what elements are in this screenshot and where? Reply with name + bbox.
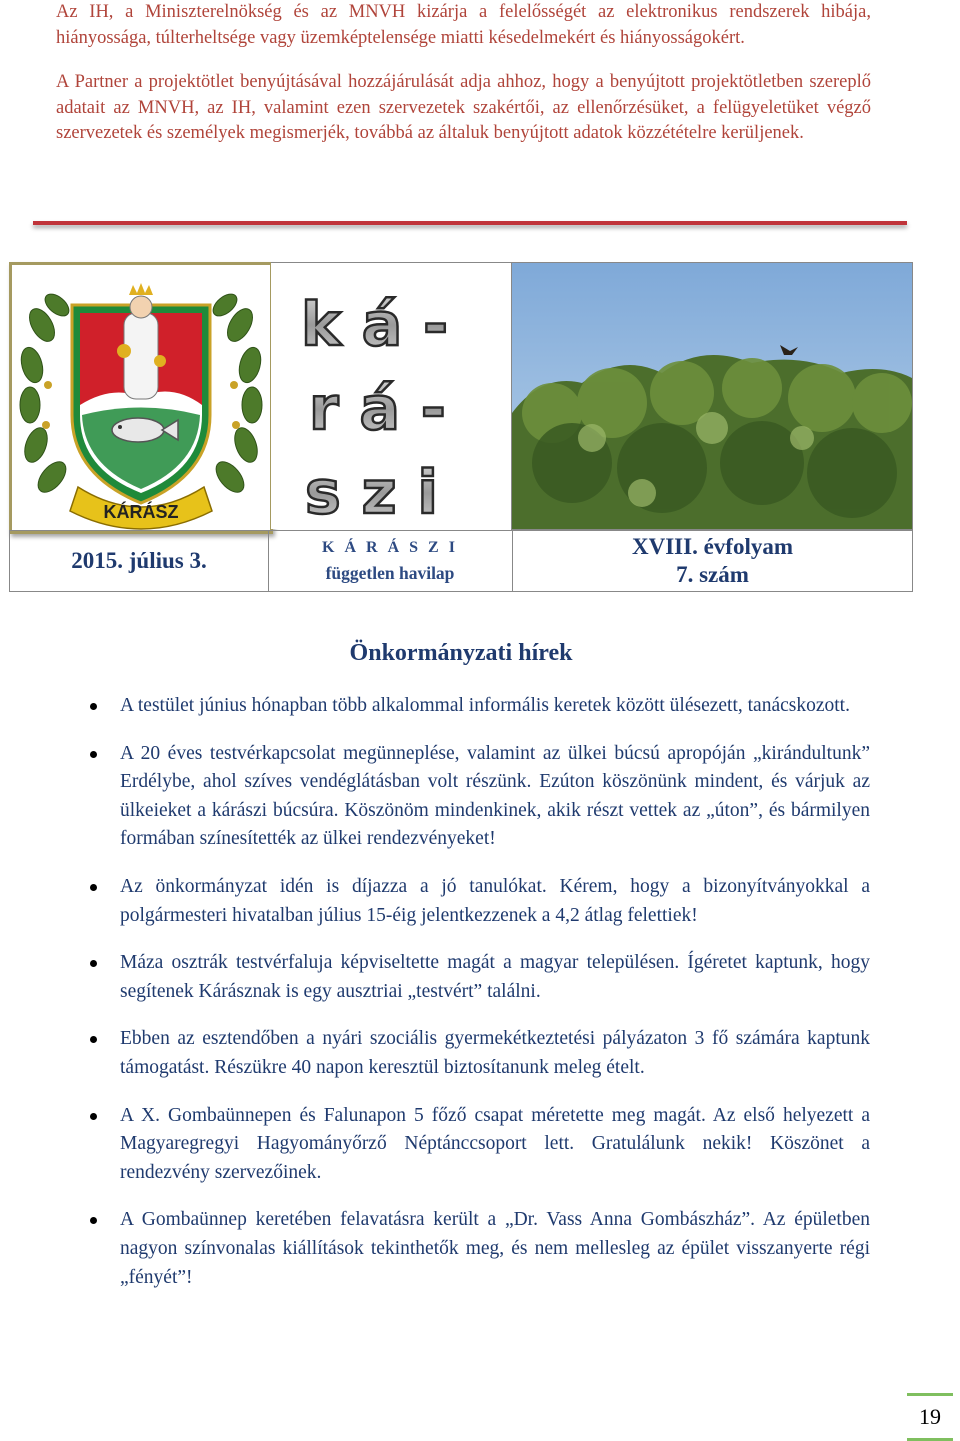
bullet-icon	[90, 1036, 97, 1043]
bullet-icon	[90, 1113, 97, 1120]
title-line-1: k á -	[301, 290, 449, 360]
paper-name: K Á R Á S Z I	[322, 538, 458, 556]
intro-paragraph-2: A Partner a projektötlet benyújtásával hozzájárulását adja ahhoz, hogy a benyújtott projektötletben szereplő adatait az MNVH, az IH, valamint ezen szervezetek szakértői, az ellenőrzésüket, a felügyeletüket végző szervezetek és személyek megismerjék, továbbá az általuk benyújtott adatok közzétételre kerüljenek.	[56, 72, 871, 143]
masthead-info-row	[9, 530, 913, 592]
masthead	[9, 262, 913, 592]
list-item: A 20 éves testvérkapcsolat megünneplése, valamint az ülkei búcsú apropóján „kirándultunk” Erdélybe, ahol szíves vendéglátásban volt részünk. Ezúton köszönünk mindent, és várjuk az ülkeieket a kárászi búcsúra. Köszönöm mindenkinek, akik részt vettek az „úton”, és bármilyen formában színesítették az ülkei rendezvényeket!	[90, 740, 870, 854]
bullet-icon	[90, 884, 97, 891]
bullet-icon	[90, 1217, 97, 1224]
bullet-icon	[90, 960, 97, 967]
crest-ribbon-label: KÁRÁSZ	[103, 502, 179, 522]
red-divider-rule	[33, 221, 907, 225]
title-line-2: r á -	[309, 374, 446, 444]
list-item: Ebben az esztendőben a nyári szociális gyermekétkeztetési pályázaton 3 fő számára kaptunk támogatást. Részükre 40 napon keresztül biztosítanunk meleg ételt.	[90, 1025, 870, 1082]
issue-number: 7. szám	[676, 562, 749, 587]
title-line-3: s z i	[305, 458, 438, 528]
list-item: A X. Gombaünnepen és Falunapon 5 főző csapat méretette meg magát. Az első helyezett a Magyaregregyi Hagyományőrző Néptánccsoport lett. Gratulálunk nekik! Köszönet a rendezvény szervezőinek.	[90, 1102, 870, 1188]
paper-tagline: független havilap	[325, 562, 455, 583]
volume-label: XVIII. évfolyam	[632, 534, 793, 559]
intro-text-block	[56, 0, 871, 166]
news-list	[90, 692, 870, 1311]
coat-of-arms-frame	[9, 262, 273, 534]
page-number: 19	[907, 1393, 953, 1441]
list-item: Máza osztrák testvérfaluja képviseltette magát a magyar településen. Ígéretet kaptunk, hogy segítenek Kárásznak is egy ausztriai „testvért” találni.	[90, 949, 870, 1006]
landscape-photo	[511, 262, 913, 530]
list-item: Az önkormányzat idén is díjazza a jó tanulókat. Kérem, hogy a bizonyítványokkal a polgármesteri hivatalban július 15-éig jelentkezzenek a 4,2 átlag felettiek!	[90, 873, 870, 930]
bullet-icon	[90, 751, 97, 758]
volume-cell	[513, 531, 912, 591]
coat-of-arms-image	[12, 265, 270, 531]
section-heading: Önkormányzati hírek	[349, 640, 573, 666]
bullet-icon	[90, 703, 97, 710]
list-item: A Gombaünnep keretében felavatásra került a „Dr. Vass Anna Gombászház”. Az épületben nagyon színvonalas kiállítások tekinthetők meg, és nem mellesleg az épület visszanyerte régi „fényét”!	[90, 1206, 870, 1292]
paper-title-art	[271, 262, 511, 529]
paper-name-cell	[268, 531, 513, 591]
issue-date-cell	[10, 531, 269, 591]
intro-paragraph-1: Az IH, a Miniszterelnökség és az MNVH kizárja a felelősségét az elektronikus rendszerek hibája, hiányossága, túlterheltsége vagy üzemképtelensége miatti késedelmekért és hiányosságokért.	[56, 2, 871, 48]
list-item: A testület június hónapban több alkalommal informális keretek között ülésezett, tanácskozott.	[90, 692, 870, 721]
issue-date: 2015. július 3.	[71, 548, 207, 573]
